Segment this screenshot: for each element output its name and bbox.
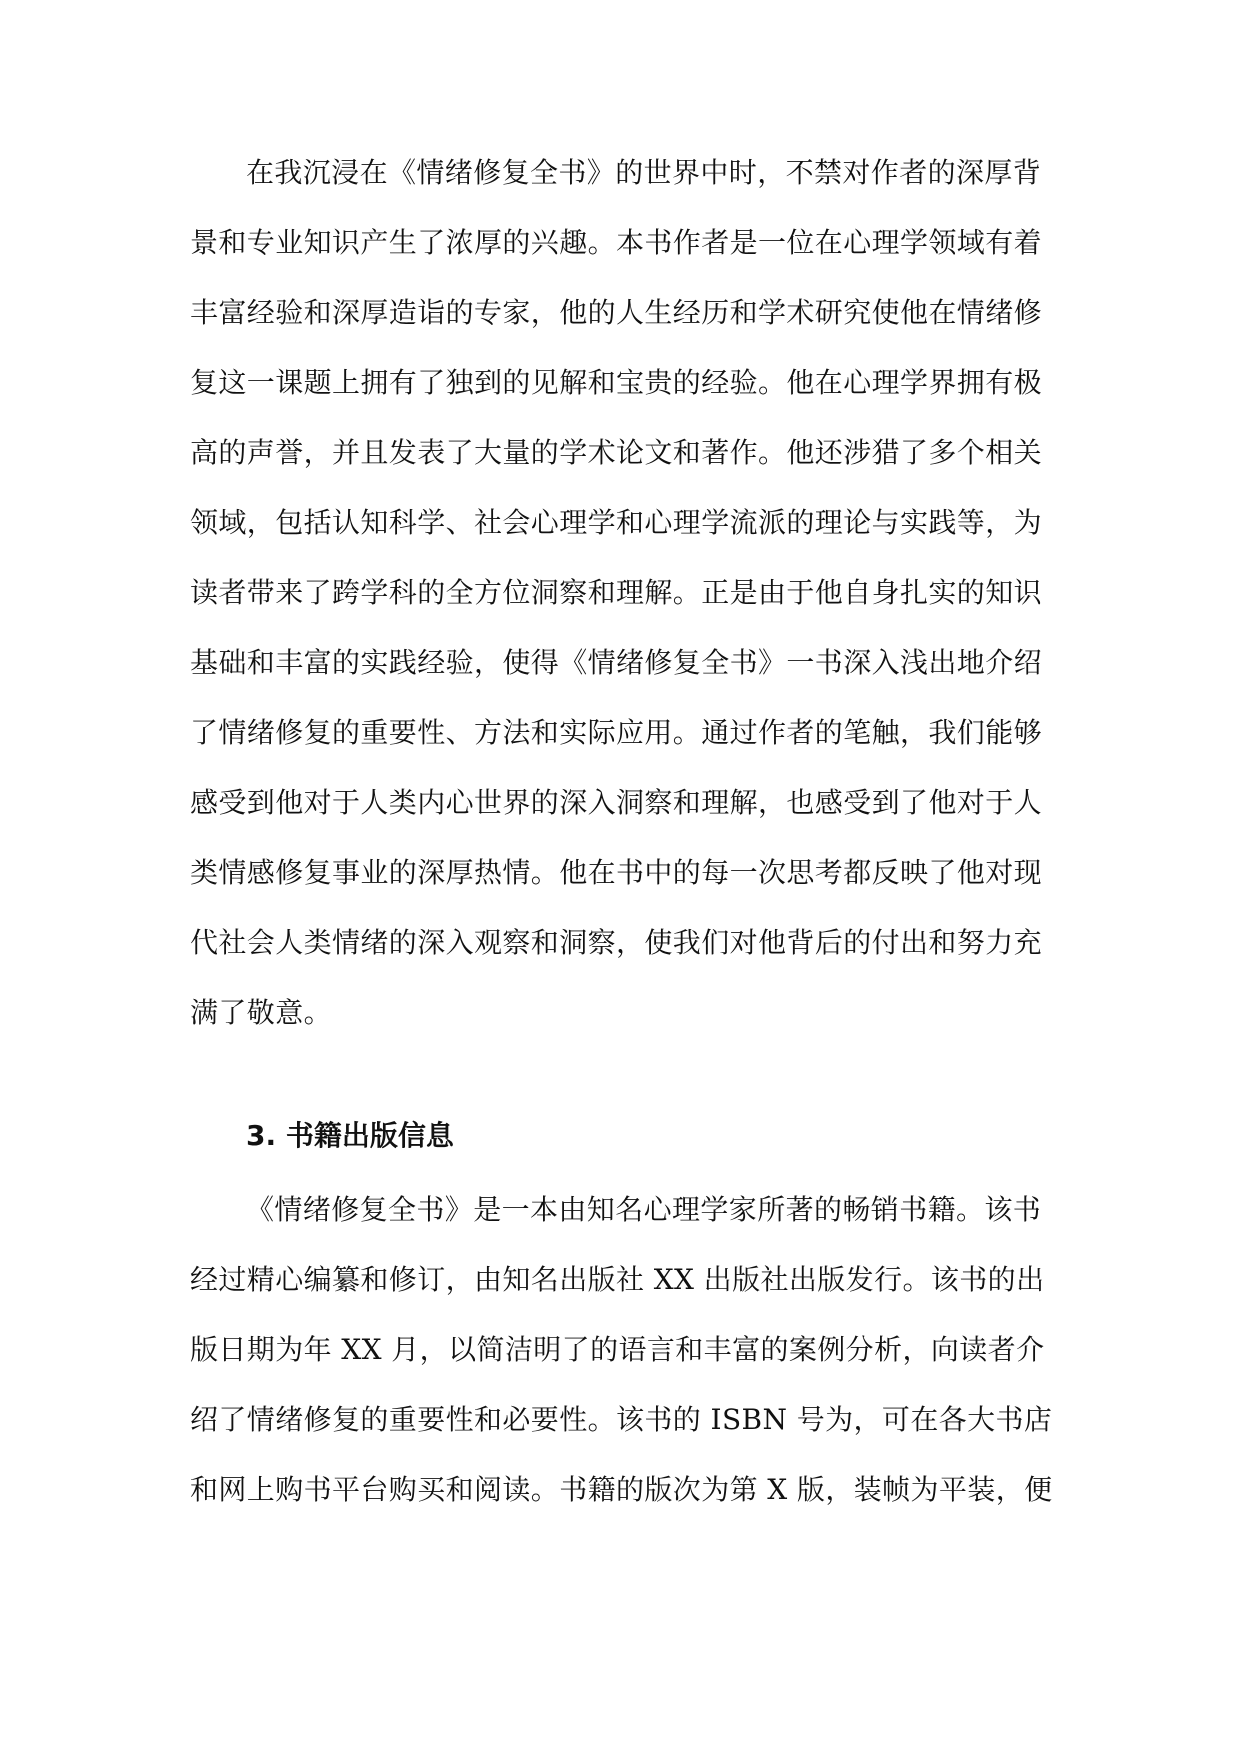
- paragraph-1-line: 在我沉浸在《情绪修复全书》的世界中时，不禁对作者的深厚背: [246, 156, 1042, 189]
- paragraph-1-line: 了情绪修复的重要性、方法和实际应用。通过作者的笔触，我们能够: [190, 716, 1043, 749]
- paragraph-1-line: 景和专业知识产生了浓厚的兴趣。本书作者是一位在心理学领域有着: [190, 226, 1043, 259]
- paragraph-1-line: 感受到他对于人类内心世界的深入洞察和理解，也感受到了他对于人: [190, 786, 1043, 819]
- paragraph-2-line: 经过精心编纂和修订，由知名出版社 XX 出版社出版发行。该书的出: [190, 1263, 1045, 1296]
- paragraph-1-line: 领域，包括认知科学、社会心理学和心理学流派的理论与实践等，为: [190, 506, 1043, 539]
- paragraph-1-line: 代社会人类情绪的深入观察和洞察，使我们对他背后的付出和努力充: [190, 926, 1043, 959]
- paragraph-2-line: 《情绪修复全书》是一本由知名心理学家所著的畅销书籍。该书: [246, 1193, 1042, 1226]
- paragraph-1-line: 丰富经验和深厚造诣的专家，他的人生经历和学术研究使他在情绪修: [190, 296, 1043, 329]
- paragraph-2-line: 和网上购书平台购买和阅读。书籍的版次为第 X 版，装帧为平装，便: [190, 1473, 1053, 1506]
- paragraph-1-line: 复这一课题上拥有了独到的见解和宝贵的经验。他在心理学界拥有极: [190, 366, 1043, 399]
- paragraph-2-line: 版日期为年 XX 月，以简洁明了的语言和丰富的案例分析，向读者介: [190, 1333, 1045, 1366]
- paragraph-1-line: 基础和丰富的实践经验，使得《情绪修复全书》一书深入浅出地介绍: [190, 646, 1043, 679]
- paragraph-2-line: 绍了情绪修复的重要性和必要性。该书的 ISBN 号为，可在各大书店: [190, 1403, 1053, 1436]
- paragraph-1-line: 高的声誉，并且发表了大量的学术论文和著作。他还涉猎了多个相关: [190, 436, 1043, 469]
- paragraph-1-line: 读者带来了跨学科的全方位洞察和理解。正是由于他自身扎实的知识: [190, 576, 1043, 609]
- paragraph-1-line: 满了敬意。: [190, 996, 333, 1029]
- section-heading: 3. 书籍出版信息: [246, 1119, 454, 1152]
- paragraph-1-line: 类情感修复事业的深厚热情。他在书中的每一次思考都反映了他对现: [190, 856, 1043, 889]
